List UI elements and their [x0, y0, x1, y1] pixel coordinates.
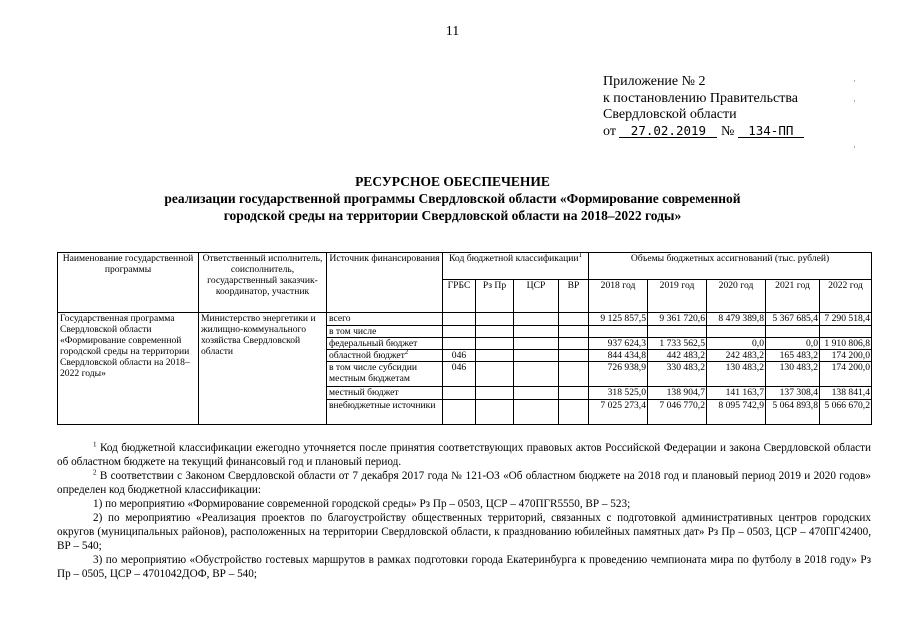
kbk-empty-cell	[476, 313, 514, 326]
source-text: внебюджетные источники	[329, 400, 436, 411]
kbk-empty-cell	[476, 362, 514, 387]
amount-cell: 138 841,4	[820, 387, 872, 400]
source-cell	[327, 387, 443, 400]
grbs-cell	[443, 387, 476, 400]
grbs-cell: 046	[443, 350, 476, 362]
appendix-line-2: к постановлению Правительства	[603, 90, 799, 106]
amount-cell: 130 483,2	[707, 362, 766, 387]
source-text: в том числе	[329, 326, 377, 337]
kbk-empty-cell	[514, 387, 559, 400]
source-cell	[327, 326, 443, 338]
kbk-empty-cell	[514, 350, 559, 362]
amount-cell	[589, 326, 648, 338]
amount-cell: 138 904,7	[648, 387, 707, 400]
source-text: в том числе субсидии местным бюджетам	[329, 362, 417, 384]
from-label: от	[603, 123, 616, 139]
amount-cell: 174 200,0	[820, 350, 872, 362]
amount-cell: 937 624,3	[589, 338, 648, 350]
grbs-cell	[443, 326, 476, 338]
amount-cell: 141 163,7	[707, 387, 766, 400]
title-line-2: реализации государственной программы Свердловской области «Формирование современной	[164, 191, 741, 206]
program-name-cell: Государственная программа Свердловской области «Формирование современной городской среды на территории Свердловской области на 2018–2022 годы»	[58, 313, 199, 425]
source-footnote-mark: 2	[404, 349, 409, 356]
kbk-empty-cell	[514, 400, 559, 425]
kbk-empty-cell	[476, 387, 514, 400]
kbk-empty-cell	[559, 387, 589, 400]
amount-cell: 726 938,9	[589, 362, 648, 387]
kbk-empty-cell	[559, 338, 589, 350]
header-csr: ЦСР	[514, 280, 559, 313]
amount-cell: 165 483,2	[766, 350, 820, 362]
appendix-line-1: Приложение № 2	[603, 74, 706, 89]
margin-mark: ·	[853, 96, 856, 106]
amount-cell: 8 479 389,8	[707, 313, 766, 326]
kbk-empty-cell	[514, 362, 559, 387]
decree-date: 27.02.2019	[619, 124, 717, 138]
kbk-empty-cell	[559, 326, 589, 338]
source-text: областной бюджет	[329, 350, 405, 361]
appendix-header	[603, 74, 804, 140]
page-number: 11	[445, 24, 460, 39]
footnote-2-mark: 2	[93, 468, 97, 477]
header-2022: 2022 год	[820, 280, 872, 313]
executor-name-cell: Министерство энергетики и жилищно-коммунального хозяйства Свердловской области	[199, 313, 327, 425]
amount-cell: 318 525,0	[589, 387, 648, 400]
source-cell	[327, 400, 443, 425]
footnote-2-text: В соответствии с Законом Свердловской области от 7 декабря 2017 года № 121-ОЗ «Об областном бюджете на 2018 год и плановый период 2019 и 2020 годов» определен код бюджетной классификации:	[57, 470, 871, 496]
footnotes	[57, 441, 871, 581]
kbk-empty-cell	[559, 400, 589, 425]
amount-cell: 0,0	[766, 338, 820, 350]
decree-number: 134-ПП	[738, 124, 804, 138]
appendix-line-3: Свердловской области	[603, 107, 737, 122]
source-cell	[327, 362, 443, 387]
kbk-empty-cell	[476, 350, 514, 362]
amount-cell: 5 367 685,4	[766, 313, 820, 326]
footnote-1-text: Код бюджетной классификации ежегодно уточняется после принятия соответствующих правовых актов Российской Федерации и закона Свердловской области об областном бюджете на текущий финансовый год и плановый период.	[57, 442, 872, 468]
amount-cell: 130 483,2	[766, 362, 820, 387]
kbk-empty-cell	[559, 362, 589, 387]
grbs-cell	[443, 338, 476, 350]
source-cell	[327, 350, 443, 362]
kbk-empty-cell	[476, 400, 514, 425]
amount-cell: 0,0	[707, 338, 766, 350]
header-2018: 2018 год	[589, 280, 648, 313]
amount-cell: 1 910 806,8	[820, 338, 872, 350]
amount-cell: 844 434,8	[589, 350, 648, 362]
grbs-cell: 046	[443, 362, 476, 387]
source-cell	[327, 313, 443, 326]
header-rzpr: Рз Пр	[476, 280, 514, 313]
amount-cell	[820, 326, 872, 338]
header-2020: 2020 год	[707, 280, 766, 313]
amount-cell	[707, 326, 766, 338]
kbk-item-2: 2) по мероприятию «Реализация проектов по благоустройству общественных территорий, связанных с подготовкой административных центров городских округов (муниципальных районов), расположенных на территории Свердловской области, к празднованию юбилейных памятных дат» Рз Пр – 0503, ЦСР – 470ПГ42400, ВР – 540;	[57, 512, 871, 552]
header-2019: 2019 год	[648, 280, 707, 313]
kbk-empty-cell	[476, 338, 514, 350]
kbk-empty-cell	[514, 313, 559, 326]
amount-cell: 7 046 770,2	[648, 400, 707, 425]
header-2021: 2021 год	[766, 280, 820, 313]
table-body	[58, 313, 872, 425]
amount-cell	[766, 326, 820, 338]
title-line-3: городской среды на территории Свердловской области на 2018–2022 годы»	[223, 208, 682, 223]
header-row-1	[58, 253, 872, 280]
amount-cell: 7 290 518,4	[820, 313, 872, 326]
amount-cell: 7 025 273,4	[589, 400, 648, 425]
amount-cell: 9 361 720,6	[648, 313, 707, 326]
amount-cell: 174 200,0	[820, 362, 872, 387]
margin-mark: ·	[853, 142, 856, 152]
source-text: местный бюджет	[329, 387, 399, 398]
footnote-mark-1: 1	[578, 252, 582, 259]
table-row	[58, 313, 872, 326]
grbs-cell	[443, 400, 476, 425]
source-text: федеральный бюджет	[329, 338, 418, 349]
document-title	[0, 173, 905, 224]
header-kbk	[443, 253, 589, 280]
amount-cell	[648, 326, 707, 338]
grbs-cell	[443, 313, 476, 326]
amount-cell: 9 125 857,5	[589, 313, 648, 326]
header-executor: Ответственный исполнитель, соисполнитель, государственный заказчик-координатор, участник	[199, 253, 327, 313]
source-text: всего	[329, 313, 351, 324]
amount-cell: 1 733 562,5	[648, 338, 707, 350]
header-source: Источник финансирования	[327, 253, 443, 313]
amount-cell: 137 308,4	[766, 387, 820, 400]
kbk-empty-cell	[514, 326, 559, 338]
amount-cell: 330 483,2	[648, 362, 707, 387]
kbk-empty-cell	[476, 326, 514, 338]
header-grbs: ГРБС	[443, 280, 476, 313]
amount-cell: 5 064 893,8	[766, 400, 820, 425]
resource-table	[57, 252, 872, 425]
kbk-empty-cell	[559, 313, 589, 326]
source-cell	[327, 338, 443, 350]
footnote-1-mark: 1	[93, 440, 97, 449]
kbk-item-3: 3) по мероприятию «Обустройство гостевых маршрутов в рамках подготовки города Екатеринбурга к проведению чемпионата мира по футболу в 2018 году» Рз Пр – 0505, ЦСР – 4701042ДОФ, ВР – 540;	[57, 554, 871, 580]
footnote-2	[57, 469, 871, 497]
amount-cell: 242 483,2	[707, 350, 766, 362]
amount-cell: 8 095 742,9	[707, 400, 766, 425]
amount-cell: 5 066 670,2	[820, 400, 872, 425]
title-line-1: РЕСУРСНОЕ ОБЕСПЕЧЕНИЕ	[355, 174, 550, 189]
header-volumes: Объемы бюджетных ассигнований (тыс. рублей)	[589, 253, 872, 280]
kbk-empty-cell	[559, 350, 589, 362]
kbk-empty-cell	[514, 338, 559, 350]
margin-mark: ·	[853, 76, 856, 86]
header-program: Наименование государственной программы	[58, 253, 199, 313]
amount-cell: 442 483,2	[648, 350, 707, 362]
header-kbk-text: Код бюджетной классификации	[449, 253, 579, 264]
kbk-item-1: 1) по мероприятию «Формирование современной городской среды» Рз Пр – 0503, ЦСР – 470ПГR5550, ВР – 523;	[93, 498, 631, 510]
number-label: №	[720, 123, 735, 139]
footnote-1	[57, 441, 871, 469]
header-vr: ВР	[559, 280, 589, 313]
appendix-date-line	[603, 124, 804, 141]
